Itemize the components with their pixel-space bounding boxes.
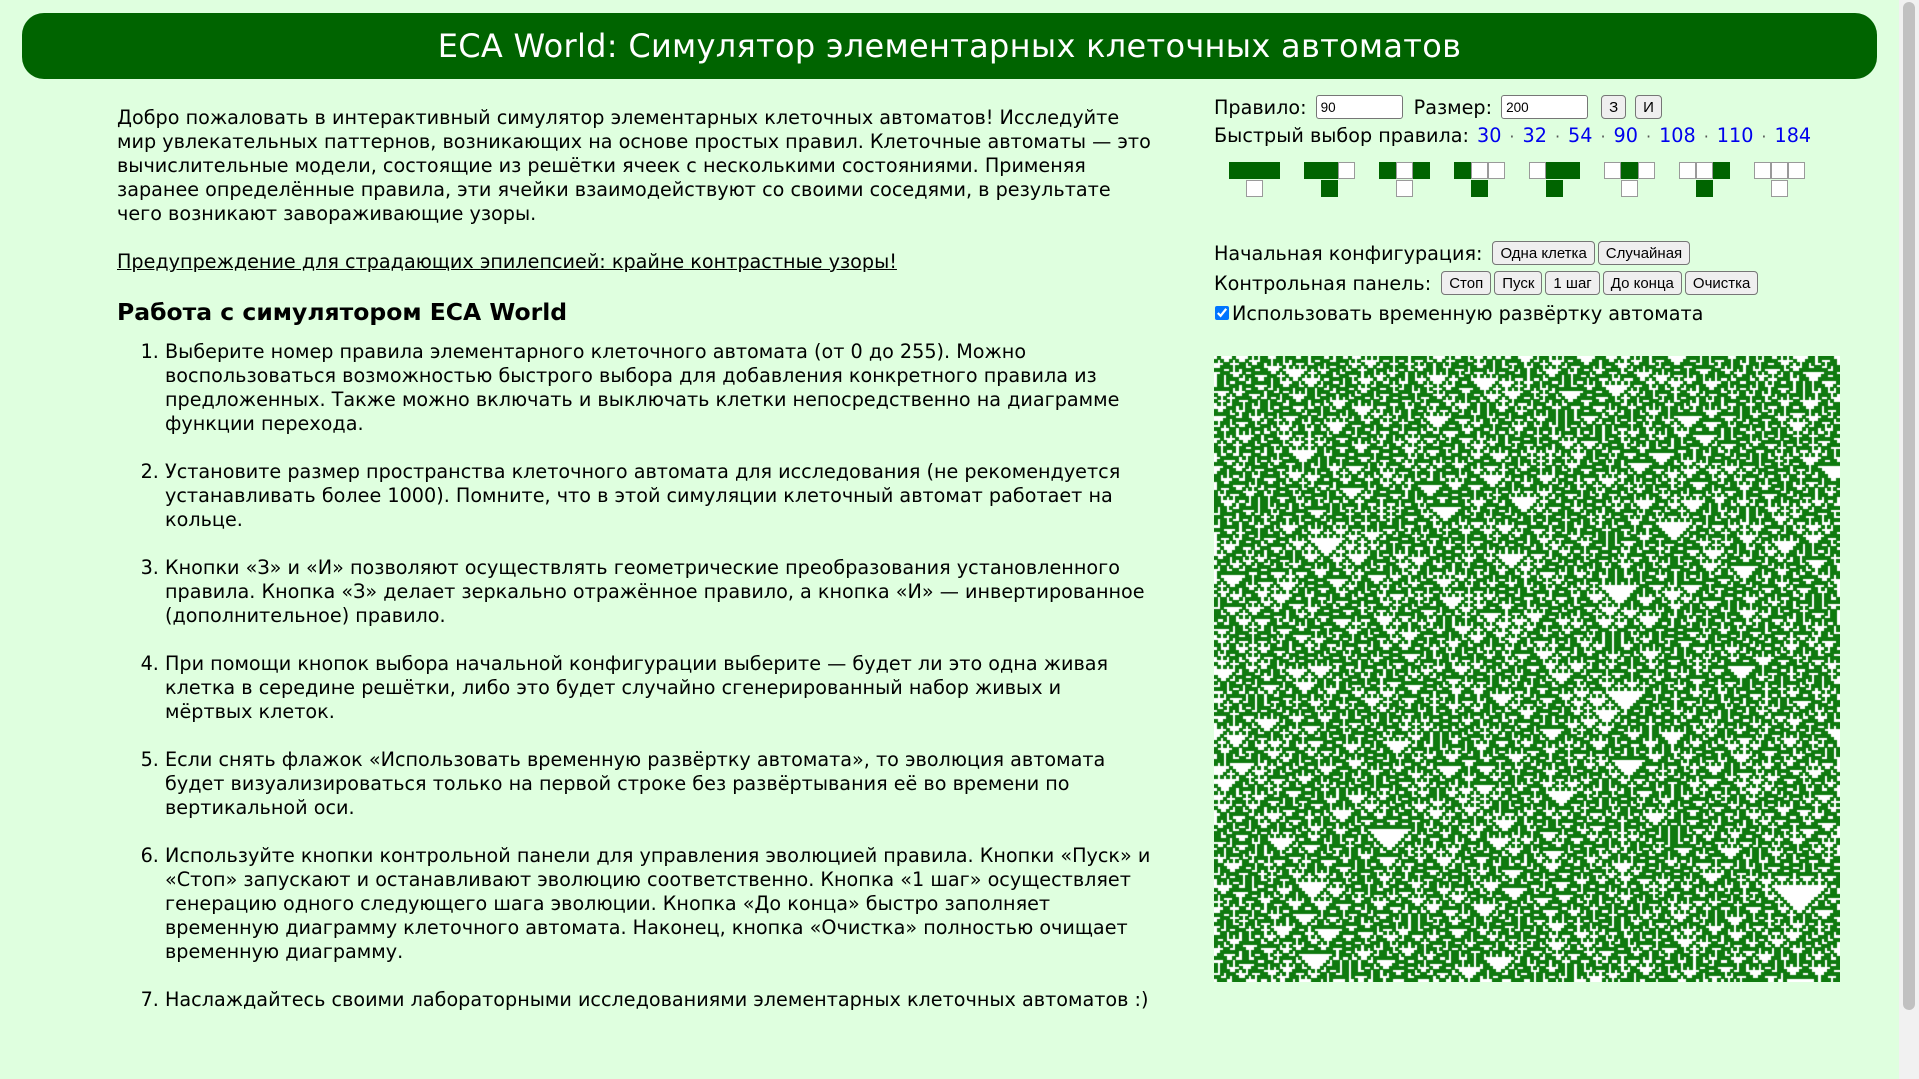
rule-input[interactable]: 90: [1316, 95, 1403, 119]
howto-step: 4. При помощи кнопок выбора начальной конфигурации выберите — будет ли это одна живая клетка в середине решётки, либо это будет случайно сгенерированный набор живых и мёртвых клеток.: [165, 652, 1151, 724]
neighborhood-cell: [1246, 162, 1263, 179]
to-end-button[interactable]: До конца: [1603, 271, 1682, 295]
rule-pattern-0[interactable]: [1226, 162, 1283, 202]
neighborhood-cell: [1604, 162, 1621, 179]
neighborhood-cell: [1621, 162, 1638, 179]
size-label: Размер:: [1413, 95, 1493, 119]
scrollbar-thumb[interactable]: [1903, 2, 1915, 1010]
stop-button[interactable]: Стоп: [1441, 271, 1491, 295]
quick-rule-link-108[interactable]: 108: [1659, 123, 1696, 147]
timeline-checkbox[interactable]: [1215, 306, 1229, 320]
rule-neighborhood: [1304, 162, 1355, 179]
neighborhood-cell: [1263, 162, 1280, 179]
neighborhood-cell: [1229, 162, 1246, 179]
rule-pattern-6[interactable]: [1676, 162, 1733, 202]
rule-size-row: [1214, 94, 1834, 120]
timeline-row: [1214, 300, 1834, 326]
neighborhood-cell: [1338, 162, 1355, 179]
howto-list: [117, 340, 1151, 1012]
neighborhood-cell: [1679, 162, 1696, 179]
invert-button[interactable]: И: [1635, 95, 1662, 119]
quick-rule-link-32[interactable]: 32: [1522, 123, 1547, 147]
quick-rules-row: [1214, 122, 1834, 148]
howto-heading: Работа с симулятором ECA World: [117, 298, 568, 326]
rule-output-cell[interactable]: [1396, 180, 1413, 197]
start-button[interactable]: Пуск: [1494, 271, 1542, 295]
neighborhood-cell: [1771, 162, 1788, 179]
rule-neighborhood: [1529, 162, 1580, 179]
description-column: [117, 106, 1151, 1036]
rule-output-cell[interactable]: [1471, 180, 1488, 197]
neighborhood-cell: [1638, 162, 1655, 179]
rule-neighborhood: [1229, 162, 1280, 179]
neighborhood-cell: [1713, 162, 1730, 179]
quick-rule-link-30[interactable]: 30: [1477, 123, 1502, 147]
quick-rule-link-184[interactable]: 184: [1774, 123, 1812, 147]
rule-output-cell[interactable]: [1621, 180, 1638, 197]
page-title: ECA World: Симулятор элементарных клеточных автоматов: [437, 27, 1462, 65]
quick-rule-link-90[interactable]: 90: [1613, 123, 1638, 147]
neighborhood-cell: [1413, 162, 1430, 179]
quick-rule-separator: ·: [1645, 126, 1652, 146]
rule-output-cell[interactable]: [1546, 180, 1563, 197]
rule-neighborhood: [1604, 162, 1655, 179]
rule-neighborhood: [1754, 162, 1805, 179]
quick-rule-separator: ·: [1761, 126, 1767, 146]
neighborhood-cell: [1321, 162, 1338, 179]
neighborhood-cell: [1471, 162, 1488, 179]
quick-select-label: Быстрый выбор правила:: [1214, 123, 1469, 147]
control-panel-row: [1214, 270, 1834, 296]
simulator-panel: [1214, 94, 1834, 982]
rule-pattern-1[interactable]: [1301, 162, 1358, 202]
neighborhood-cell: [1754, 162, 1771, 179]
random-button[interactable]: Случайная: [1598, 241, 1690, 265]
rule-neighborhood: [1679, 162, 1730, 179]
neighborhood-cell: [1379, 162, 1396, 179]
rule-neighborhood: [1454, 162, 1505, 179]
neighborhood-cell: [1529, 162, 1546, 179]
neighborhood-cell: [1546, 162, 1563, 179]
rule-pattern-2[interactable]: [1376, 162, 1433, 202]
step-button[interactable]: 1 шаг: [1545, 271, 1599, 295]
single-cell-button[interactable]: Одна клетка: [1492, 241, 1594, 265]
rule-pattern-7[interactable]: [1751, 162, 1808, 202]
quick-rule-link-54[interactable]: 54: [1568, 123, 1593, 147]
rule-pattern-4[interactable]: [1526, 162, 1583, 202]
page-header: [22, 13, 1877, 79]
rule-output-cell[interactable]: [1771, 180, 1788, 197]
quick-rule-link-110[interactable]: 110: [1716, 123, 1754, 147]
rule-neighborhood: [1379, 162, 1430, 179]
howto-step: 5. Если снять флажок «Использовать временную развёртку автомата», то эволюция автомата будет визуализироваться только на первой строке без развёртывания её во времени по вертикальной оси.: [165, 748, 1151, 820]
neighborhood-cell: [1788, 162, 1805, 179]
quick-rule-separator: ·: [1554, 126, 1561, 146]
init-config-label: Начальная конфигурация:: [1214, 241, 1483, 265]
neighborhood-cell: [1563, 162, 1580, 179]
howto-step: 3. Кнопки «З» и «И» позволяют осуществлять геометрические преобразования установленного правила. Кнопка «З» делает зеркально отражённое правило, а кнопка «И» — инвертированное (дополнительное) правило.: [165, 556, 1151, 628]
rule-output-cell[interactable]: [1321, 180, 1338, 197]
quick-rule-links: [1477, 124, 1811, 147]
intro-paragraph: Добро пожаловать в интерактивный симулятор элементарных клеточных автоматов! Исследуйте мир увлекательных паттернов, возникающих на основе простых правил. Клеточные автоматы — это вычислительные модели, состоящие из решётки ячеек с несколькими состояниями. Применяя заранее определённые правила, эти ячейки взаимодействуют со своими соседями, в результате чего возникают завораживающие узоры.: [117, 106, 1151, 225]
howto-step: 2. Установите размер пространства клеточного автомата для исследования (не рекомендуется устанавливать более 1000). Помните, что в этой симуляции клеточный автомат работает на кольце.: [165, 460, 1151, 532]
neighborhood-cell: [1488, 162, 1505, 179]
automaton-canvas[interactable]: [1214, 356, 1840, 982]
transition-function-diagram: [1226, 162, 1834, 202]
quick-rule-separator: ·: [1600, 126, 1606, 146]
neighborhood-cell: [1454, 162, 1471, 179]
timeline-checkbox-label[interactable]: Использовать временную развёртку автомата: [1232, 301, 1704, 325]
clear-button[interactable]: Очистка: [1685, 271, 1758, 295]
mirror-button[interactable]: З: [1601, 95, 1626, 119]
size-input[interactable]: 200: [1501, 95, 1588, 119]
control-panel-label: Контрольная панель:: [1214, 271, 1432, 295]
neighborhood-cell: [1396, 162, 1413, 179]
rule-pattern-5[interactable]: [1601, 162, 1658, 202]
quick-rule-separator: ·: [1703, 126, 1709, 146]
init-config-row: [1214, 240, 1834, 266]
rule-pattern-3[interactable]: [1451, 162, 1508, 202]
neighborhood-cell: [1696, 162, 1713, 179]
quick-rule-separator: ·: [1509, 126, 1515, 146]
neighborhood-cell: [1304, 162, 1321, 179]
rule-output-cell[interactable]: [1696, 180, 1713, 197]
rule-label: Правило:: [1214, 95, 1307, 119]
howto-step: 7. Наслаждайтесь своими лабораторными исследованиями элементарных клеточных автоматов :): [165, 988, 1151, 1012]
rule-output-cell[interactable]: [1246, 180, 1263, 197]
epilepsy-warning: Предупреждение для страдающих эпилепсией: крайне контрастные узоры!: [117, 250, 897, 273]
howto-step: 6. Используйте кнопки контрольной панели для управления эволюцией правила. Кнопки «Пуск» и «Стоп» запускают и останавливают эволюцию соответственно. Кнопка «1 шаг» осуществляет генерацию одного следующего шага эволюции. Кнопка «До конца» быстро заполняет временную диаграмму клеточного автомата. Наконец, кнопка «Очистка» полностью очищает временную диаграмму.: [165, 844, 1151, 964]
howto-step: 1. Выберите номер правила элементарного клеточного автомата (от 0 до 255). Можно воспользоваться возможностью быстрого выбора для добавления конкретного правила из предложенных. Также можно включать и выключать клетки непосредственно на диаграмме функции перехода.: [165, 340, 1151, 436]
